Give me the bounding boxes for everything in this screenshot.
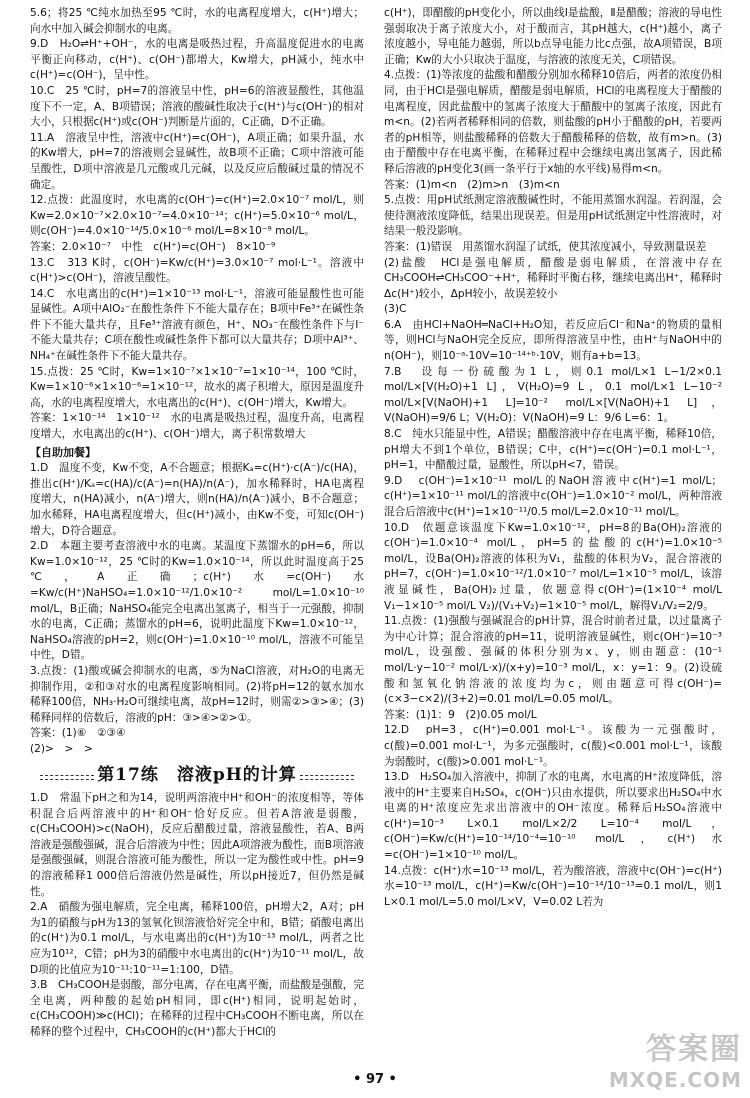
lesson-item-3: 3.B CH₃COOH是弱酸，部分电离，存在电离平衡，而盐酸是强酸，完全电离，两种酸的起始pH相同，即c(H⁺)相同，说明起始时，c(CH₃COOH)≫c(HCl)；在稀释的过程中CH₃COOH不断电离，所以在稀释的整个过程中，CH₃COOH的c(H⁺)都大于HCl的 <box>30 979 364 1038</box>
extra-item-3-answer: 答案：(1)⑥ ②③④ <box>30 727 126 740</box>
lesson-item-2: 2.A 硝酸为强电解质，完全电离，稀释100倍，pH增大2，A对；pH为1的硝酸与pH为13的氢氧化钡溶液恰好完全中和，B错；硝酸电离出的c(H⁺)为0.1 mol/L，与水电离出的c(H⁺)为10⁻¹³ mol/L，两者之比应为10¹²，C错；pH为3的硝酸中水电离出的c(H⁺)为10⁻¹¹ mol/L，故D项的比值应为10⁻¹¹:10⁻¹¹=1:100，D错。 <box>30 901 364 976</box>
extra-item-2: 2.D 本题主要考查溶液中水的电离。某温度下蒸馏水的pH=6，所以Kw=1.0×10⁻¹²，25 ℃时的Kw=1.0×10⁻¹⁴，所以此时温度高于25 ℃，A正确；c(H⁺)水=c(OH⁻)水=Kw/c(H⁺)NaHSO₄=1.0×10⁻¹²/1.0×10⁻² mol/L=1.0×10⁻¹⁰ mol/L，B正确；NaHSO₄能完全电离出氢离子，相当于一元强酸，抑制水的电离，C正确；蒸馏水的pH=6，说明此温度下Kw=1.0×10⁻¹²，NaHSO₄溶液的pH=2，则c(OH⁻)=1.0×10⁻¹⁰ mol/L，溶液不可能呈中性，D错。 <box>30 540 364 662</box>
item-5-answer: 答案：(1)错误 用蒸馏水润湿了试纸，使其浓度减小，导致测量误差 <box>384 240 707 253</box>
extra-item-1: 1.D 温度不变，Kw不变，A不合题意；根据Kₐ=c(H⁺)·c(A⁻)/c(HA)，推出c(H⁺)/Kₐ=c(HA)/c(A⁻)=n(HA)/n(A⁻)，加水稀释时，HA电离程度增大，n(HA)减小，n(A⁻)增大，则n(HA)/n(A⁻)减小，B不合题意；加水稀释，HA电离程度增大，但c(H⁺)减小，由Kw不变，可知c(OH⁻)增大，D符合题意。 <box>30 462 364 537</box>
item-4: 4.点拨：(1)等浓度的盐酸和醋酸分别加水稀释10倍后，两者的浓度仍相同，由于HCl是强电解质，醋酸是弱电解质，HCl的电离程度大于醋酸的电离程度，因此盐酸中的氢离子浓度大于醋酸中的氢离子浓度，因此有m<n。(2)若两者稀释相同的倍数，则盐酸的pH小于醋酸的pH，若要两者的pH相等，则盐酸稀释的倍数大于醋酸稀释的倍数，故有m>n。(3)由于醋酸中存在电离平衡，在稀释过程中会继续电离出氢离子，因此稀释后溶液的pH变化3(画一条平行于x轴的水平线)易得m<n。 <box>384 69 722 175</box>
item-15-answer: 答案：1×10⁻¹⁴ 1×10⁻¹² 水的电离是吸热过程，温度升高，电离程度增大，水电离出的c(H⁺)、c(OH⁻)增大，离子积常数增大 <box>30 412 364 441</box>
item-11-answer: 答案：(1)1：9 (2)0.05 mol/L <box>384 708 537 721</box>
lesson-item-1: 1.D 常温下pH之和为14，说明两溶液中H⁺和OH⁻的浓度相等，等体积混合后两溶液中的H⁺和OH⁻恰好反应。但若A溶液是弱酸，c(CH₃COOH)>c(NaOH)，反应后醋酸过量，溶液显酸性，若A、B两溶液是强酸强碱，混合后溶液为中性；因此A项溶液为酸性，而B项溶液是强酸强碱，则混合溶液可能为酸性，所以一定为酸性或中性。pH=9的溶液稀释1 000倍后溶液仍然是碱性，所以pH接近7，但仍然是碱性。 <box>30 792 364 898</box>
item-10: 10.D 依题意该温度下Kw=1.0×10⁻¹²，pH=8的Ba(OH)₂溶液的c(OH⁻)=1.0×10⁻⁴ mol/L，pH=5的盐酸的c(H⁺)=1.0×10⁻⁵ mol/L，设Ba(OH)₂溶液的体积为V₁，盐酸的体积为V₂，混合溶液的pH=7，c(OH⁻)=1.0×10⁻¹²/1.0×10⁻⁷ mol/L=1×10⁻⁵ mol/L，该溶液显碱性，Ba(OH)₂过量，依题意得c(OH⁻)=(1×10⁻⁴ mol/L V₁−1×10⁻⁵ mol/L V₂)/(V₁+V₂)=1×10⁻⁵ mol/L，解得V₁/V₂=2/9。 <box>384 521 722 612</box>
item-13: 13.C 313 K时，c(OH⁻)=Kw/c(H⁺)=3.0×10⁻⁷ mol·L⁻¹。溶液中c(H⁺)>c(OH⁻)，溶液呈酸性。 <box>30 256 364 285</box>
left-column <box>30 6 364 1041</box>
watermark-en: MXQE.COM <box>608 1068 742 1092</box>
page-number: • 97 • <box>353 1072 397 1087</box>
extra-item-3: 3.点拨：(1)酸或碱会抑制水的电离，⑤为NaCl溶液，对H₂O的电离无抑制作用，②和③对水的电离程度影响相同。(2)将pH=12的氨水加水稀释100倍，NH₃·H₂O可继续电离，故pH=12时，则需②>③>④；(3)稀释同样的倍数后，溶液的pH：③>④>②>①。 <box>30 664 364 724</box>
extra-item-3-answer-2: (2)> > > <box>30 742 93 755</box>
item-8: 8.C 纯水只能显中性，A错误；醋酸溶液中存在电离平衡，稀释10倍，pH增大不到1个单位，B错误；C中，c(H⁺)=c(OH⁻)=0.1 mol·L⁻¹，pH=1，中醋酸过量，显酸性，所以pH<7，错误。 <box>384 428 722 472</box>
item-14: 14.C 水电离出的c(H⁺)=1×10⁻¹³ mol·L⁻¹，溶液可能显酸性也可能显碱性。A项中AlO₂⁻在酸性条件下不能大量存在；B项中Fe³⁺在碱性条件下不能大量共存，且Fe³⁺溶液有颜色，H⁺、NO₃⁻在酸性条件下与I⁻不能大量共存；C项在酸性或碱性条件下都可以大量共存；D项中Al³⁺、NH₄⁺在碱性条件下不能大量共存。 <box>30 287 364 363</box>
item-5: 5.点拨：用pH试纸测定溶液酸碱性时，不能用蒸馏水润湿。若润湿，会使待测液浓度降低，结果出现误差。但是用pH试纸测定中性溶液时，对结果一般没影响。 <box>384 194 722 238</box>
right-column <box>384 6 722 910</box>
site-watermark <box>609 1024 742 1092</box>
item-7: 7.B 设每一份硫酸为1 L，则0.1 mol/L×1 L−1/2×0.1 mol/L×[V(H₂O)+1 L]，V(H₂O)=9 L，0.1 mol/L×1 L−10⁻² mol/L×[V(NaOH)+1 L]=10⁻² mol/L×[V(NaOH)+1 L]，V(NaOH)=9/6 L；V(H₂O)：V(NaOH)=9 L：9/6 L=6：1。 <box>384 365 722 425</box>
item-11: 11.点拨：(1)强酸与强碱混合的pH计算，混合时前者过量，以过量离子为中心计算；混合溶液的pH=11，说明溶液显碱性，则c(OH⁻)=10⁻³ mol/L，设强酸、强碱的体积分别为x、y，则由题意：(10⁻¹ mol/L·y−10⁻² mol/L·x)/(x+y)=10⁻³ mol/L，x：y=1：9。(2)设硫酸和氢氧化钠溶液的浓度均为c，则由题意可得c(OH⁻)=(c×3−c×2)/(3+2)=0.01 mol/L=0.05 mol/L。 <box>384 615 722 706</box>
item-11: 11.A 溶液呈中性，溶液中c(H⁺)=c(OH⁻)，A项正确；如果升温，水的Kw增大，pH=7的溶液则会显碱性，故B项不正确；C项中溶液可能呈酸性，D项中溶液是几元酸或几元碱，以及反应后酸碱过量的情况不确定。 <box>30 131 364 191</box>
item-5-tail: 5.6；将25 ℃纯水加热至95 ℃时，水的电离程度增大，c(H⁺)增大；向水中加入碱会抑制水的电离。 <box>30 7 364 35</box>
lesson-title: 第17练 溶液pH的计算 <box>30 768 364 784</box>
item-6: 6.A 由HCl+NaOH═NaCl+H₂O知，若反应后Cl⁻和Na⁺的物质的量相等，则HCl与NaOH完全反应，即所得溶液呈中性，由H⁺与NaOH中的n(OH⁻)，则10⁻ᵃ·10V=10⁻¹⁴⁺ᵇ·10V，则有a+b=13。 <box>384 318 722 363</box>
item-10: 10.C 25 ℃时，pH=7的溶液呈中性，pH=6的溶液显酸性，其他温度下不一定，A、B项错误；溶液的酸碱性取决于c(H⁺)与c(OH⁻)的相对大小，只根据c(H⁺)或c(OH⁻)判断是片面的，C正确，D不正确。 <box>30 84 364 129</box>
watermark-cn: 答案圈 <box>646 1032 742 1067</box>
item-12: 12.点拨：此温度时，水电离的c(OH⁻)=c(H⁺)=2.0×10⁻⁷ mol/L，则Kw=2.0×10⁻⁷×2.0×10⁻⁷=4.0×10⁻¹⁴；c(H⁺)=5.0×10⁻⁶ mol/L，则c(OH⁻)=4.0×10⁻¹⁴/5.0×10⁻⁶ mol/L=8×10⁻⁹ mol/L。 <box>30 194 364 238</box>
item-14: 14.点拨：c(H⁺)水=10⁻¹³ mol/L，若为酸溶液，溶液中c(OH⁻)=c(H⁺)水=10⁻¹³ mol/L，c(H⁺)=Kw/c(OH⁻)=10⁻¹⁴/10⁻¹³=0.1 mol/L，则1 L×0.1 mol/L=5.0 mol/L×V，V=0.02 L若为 <box>384 864 722 908</box>
item-13: 13.D H₂SO₄加入溶液中，抑制了水的电离，水电离的H⁺浓度降低，溶液中的H⁺主要来自H₂SO₄，c(OH⁻)只由水提供，所以要求出H₂SO₄中水电离的H⁺浓度应先求出溶液中的OH⁻浓度。稀释后H₂SO₄溶液中c(H⁺)=10⁻³ L×0.1 mol/L×2/2 L=10⁻⁴ mol/L，c(OH⁻)=Kw/c(H⁺)=10⁻¹⁴/10⁻⁴=10⁻¹⁰ mol/L，c(H⁺)水=c(OH⁻)=1×10⁻¹⁰ mol/L。 <box>384 771 722 862</box>
item-12-answer: 答案：2.0×10⁻⁷ 中性 c(H⁺)=c(OH⁻) 8×10⁻⁹ <box>30 240 276 253</box>
item-3-continued: c(H⁺)，即醋酸的pH变化小，所以曲线Ⅰ是盐酸，Ⅱ是醋酸；溶液的导电性强弱取决于离子浓度大小，对于酸而言，其pH越大，c(H⁺)越小，离子浓度越小，导电能力越弱，所以b点导电能力比c点强，故A项错误，B项正确；Kw的大小只取决于温度，与溶液的浓度无关，C项错误。 <box>384 7 722 66</box>
item-4-answer: 答案：(1)m<n (2)m>n (3)m<n <box>384 178 560 191</box>
item-5-answer-3: (3)C <box>384 303 407 316</box>
item-5-answer-2: (2)盐酸 HCl是强电解质，醋酸是弱电解质，在溶液中存在CH₃COOH⇌CH₃COO⁻+H⁺，稀释时平衡右移，继续电离出H⁺，稀释时Δc(H⁺)较小，ΔpH较小，故误差较小 <box>384 256 722 300</box>
section-heading: 【自助加餐】 <box>30 445 96 459</box>
item-9: 9.D c(OH⁻)=1×10⁻¹¹ mol/L的NaOH溶液中c(H⁺)=1 mol/L；c(H⁺)=1×10⁻¹¹ mol/L的溶液中c(OH⁻)=1.0×10⁻² mol/L，两种溶液混合后溶液中c(H⁺)=1×10⁻¹¹/0.5 mol/L=2.0×10⁻¹¹ mol/L。 <box>384 474 722 518</box>
item-12: 12.D pH=3，c(H⁺)=0.001 mol·L⁻¹。该酸为一元强酸时，c(酸)=0.001 mol·L⁻¹，为多元强酸时，c(酸)<0.001 mol·L⁻¹，该酸为弱酸时，c(酸)>0.001 mol·L⁻¹。 <box>384 724 722 768</box>
item-9: 9.D H₂O⇌H⁺+OH⁻，水的电离是吸热过程，升高温度促进水的电离平衡正向移动，c(H⁺)、c(OH⁻)都增大，Kw增大，pH减小，纯水中c(H⁺)=c(OH⁻)，呈中性。 <box>30 38 364 82</box>
item-15: 15.点拨：25 ℃时，Kw=1×10⁻⁷×1×10⁻⁷=1×10⁻¹⁴，100 ℃时，Kw=1×10⁻⁶×1×10⁻⁶=1×10⁻¹²，故水的离子积增大，原因是温度升高，水的电离程度增大，水电离出的c(H⁺)、c(OH⁻)增大，Kw增大。 <box>30 365 364 409</box>
